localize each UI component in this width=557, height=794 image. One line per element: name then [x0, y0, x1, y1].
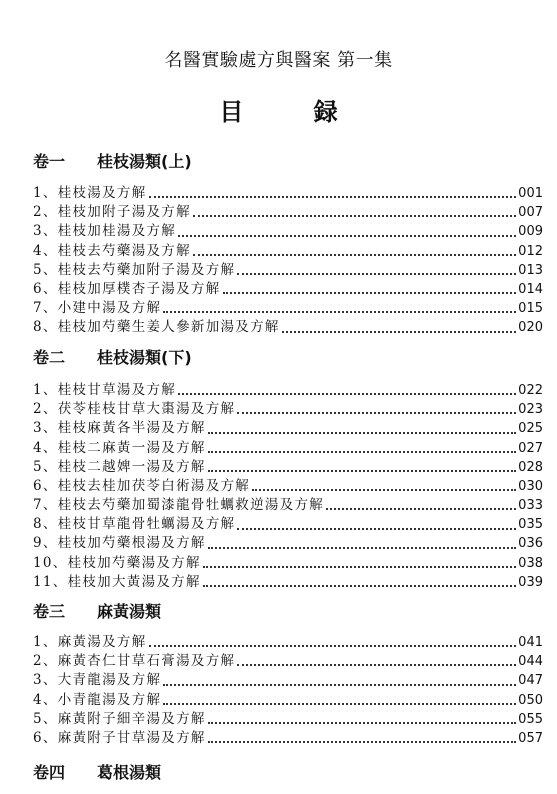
entry-title: 10、桂枝加芍藥湯及方解 [33, 554, 201, 571]
dot-leader [203, 584, 516, 587]
entry-page-number: 030 [518, 478, 543, 494]
entry-page-number: 014 [518, 281, 543, 297]
dot-leader [208, 431, 516, 434]
entry-title: 6、桂枝去桂加茯苓白術湯及方解 [33, 477, 251, 494]
section-heading [33, 760, 161, 783]
toc-entry [33, 729, 543, 748]
toc-entry [33, 222, 543, 241]
dot-leader [208, 721, 516, 724]
entry-page-number: 028 [518, 459, 543, 475]
dot-leader [193, 253, 516, 256]
dot-leader [237, 663, 516, 666]
toc-entry [33, 710, 543, 729]
entry-title: 5、桂枝二越婢一湯及方解 [33, 458, 206, 475]
toc-entry [33, 652, 543, 671]
toc-entry [33, 458, 543, 477]
toc-entry [33, 554, 543, 573]
entry-title: 8、桂枝加芍藥生姜人參新加湯及方解 [33, 319, 280, 336]
section-title: 桂枝湯類(下) [97, 348, 192, 367]
entry-title: 5、麻黃附子細辛湯及方解 [33, 710, 206, 727]
entry-title: 8、桂枝甘草龍骨牡蠣湯及方解 [33, 516, 236, 533]
entry-page-number: 035 [518, 517, 543, 533]
entry-title: 1、桂枝甘草湯及方解 [33, 381, 177, 398]
toc-entry [33, 535, 543, 554]
toc-entry [33, 184, 543, 203]
volume-label: 卷一 [33, 152, 66, 171]
entry-page-number: 044 [518, 654, 543, 670]
dot-leader [282, 330, 516, 333]
dot-leader [252, 488, 516, 491]
entry-page-number: 009 [518, 224, 543, 240]
entry-title: 2、桂枝加附子湯及方解 [33, 204, 191, 221]
entry-title: 3、大青龍湯及方解 [33, 672, 162, 689]
dot-leader [178, 392, 516, 395]
entry-list [33, 633, 543, 748]
entry-title: 1、桂枝湯及方解 [33, 184, 147, 201]
dot-leader [149, 644, 517, 647]
entry-title: 7、小建中湯及方解 [33, 300, 162, 317]
dot-leader [163, 702, 516, 705]
toc-entry [33, 691, 543, 710]
toc-entry [33, 477, 543, 496]
toc-entry [33, 633, 543, 652]
dot-leader [326, 507, 516, 510]
entry-title: 4、桂枝二麻黃一湯及方解 [33, 439, 206, 456]
toc-entry [33, 381, 543, 400]
entry-page-number: 007 [518, 205, 543, 221]
toc-entry [33, 261, 543, 280]
dot-leader [237, 411, 516, 414]
entry-page-number: 022 [518, 382, 543, 398]
entry-page-number: 001 [518, 185, 543, 201]
volume-label: 卷二 [33, 348, 66, 367]
dot-leader [178, 234, 516, 237]
toc-entry [33, 318, 543, 337]
toc-entry [33, 671, 543, 690]
section-heading [33, 599, 161, 622]
entry-title: 2、茯苓桂枝甘草大棗湯及方解 [33, 401, 236, 418]
entry-page-number: 020 [518, 320, 543, 336]
volume-label: 卷三 [33, 602, 66, 621]
dot-leader [237, 272, 516, 275]
dot-leader [208, 450, 516, 453]
toc-entry [33, 280, 543, 299]
entry-page-number: 055 [518, 711, 543, 727]
entry-title: 3、桂枝麻黃各半湯及方解 [33, 420, 206, 437]
dot-leader [223, 291, 517, 294]
entry-page-number: 047 [518, 673, 543, 689]
section-title: 麻黃湯類 [97, 602, 162, 621]
dot-leader [203, 565, 516, 568]
toc-entry [33, 515, 543, 534]
entry-page-number: 027 [518, 440, 543, 456]
toc-entry [33, 496, 543, 515]
dot-leader [208, 469, 516, 472]
entry-page-number: 033 [518, 498, 543, 514]
entry-page-number: 036 [518, 536, 543, 552]
dot-leader [208, 740, 516, 743]
entry-page-number: 057 [518, 730, 543, 746]
entry-title: 5、桂枝去芍藥加附子湯及方解 [33, 261, 236, 278]
toc-entry [33, 400, 543, 419]
section-title: 葛根湯類 [97, 763, 162, 782]
entry-title: 4、桂枝去芍藥湯及方解 [33, 242, 191, 259]
entry-page-number: 015 [518, 301, 543, 317]
section-heading [33, 149, 192, 172]
dot-leader [163, 310, 516, 313]
entry-page-number: 013 [518, 262, 543, 278]
toc-heading: 目 録 [219, 98, 338, 126]
entry-title: 6、桂枝加厚樸杏子湯及方解 [33, 280, 221, 297]
entry-page-number: 025 [518, 421, 543, 437]
dot-leader [208, 546, 516, 549]
toc-entry [33, 573, 543, 592]
dot-leader [193, 214, 516, 217]
book-title: 名醫實驗處方與醫案 第一集 [164, 50, 393, 71]
entry-title: 2、麻黃杏仁甘草石膏湯及方解 [33, 653, 236, 670]
dot-leader [149, 195, 517, 198]
entry-title: 3、桂枝加桂湯及方解 [33, 223, 177, 240]
section-title: 桂枝湯類(上) [97, 152, 192, 171]
entry-list [33, 184, 543, 338]
entry-page-number: 050 [518, 692, 543, 708]
entry-page-number: 041 [518, 634, 543, 650]
toc-entry [33, 419, 543, 438]
entry-title: 7、桂枝去芍藥加蜀漆龍骨牡蠣救逆湯及方解 [33, 497, 325, 514]
entry-page-number: 039 [518, 574, 543, 590]
toc-entry [33, 439, 543, 458]
entry-page-number: 012 [518, 243, 543, 259]
entry-page-number: 023 [518, 402, 543, 418]
entry-title: 11、桂枝加大黃湯及方解 [33, 573, 201, 590]
volume-label: 卷四 [33, 763, 66, 782]
toc-entry [33, 203, 543, 222]
toc-entry [33, 299, 543, 318]
entry-title: 1、麻黃湯及方解 [33, 633, 147, 650]
toc-entry [33, 242, 543, 261]
dot-leader [163, 683, 516, 686]
entry-list [33, 381, 543, 592]
entry-page-number: 038 [518, 555, 543, 571]
section-heading [33, 345, 192, 368]
dot-leader [237, 527, 516, 530]
entry-title: 6、麻黃附子甘草湯及方解 [33, 729, 206, 746]
entry-title: 4、小青龍湯及方解 [33, 691, 162, 708]
entry-title: 9、桂枝加芍藥根湯及方解 [33, 535, 206, 552]
